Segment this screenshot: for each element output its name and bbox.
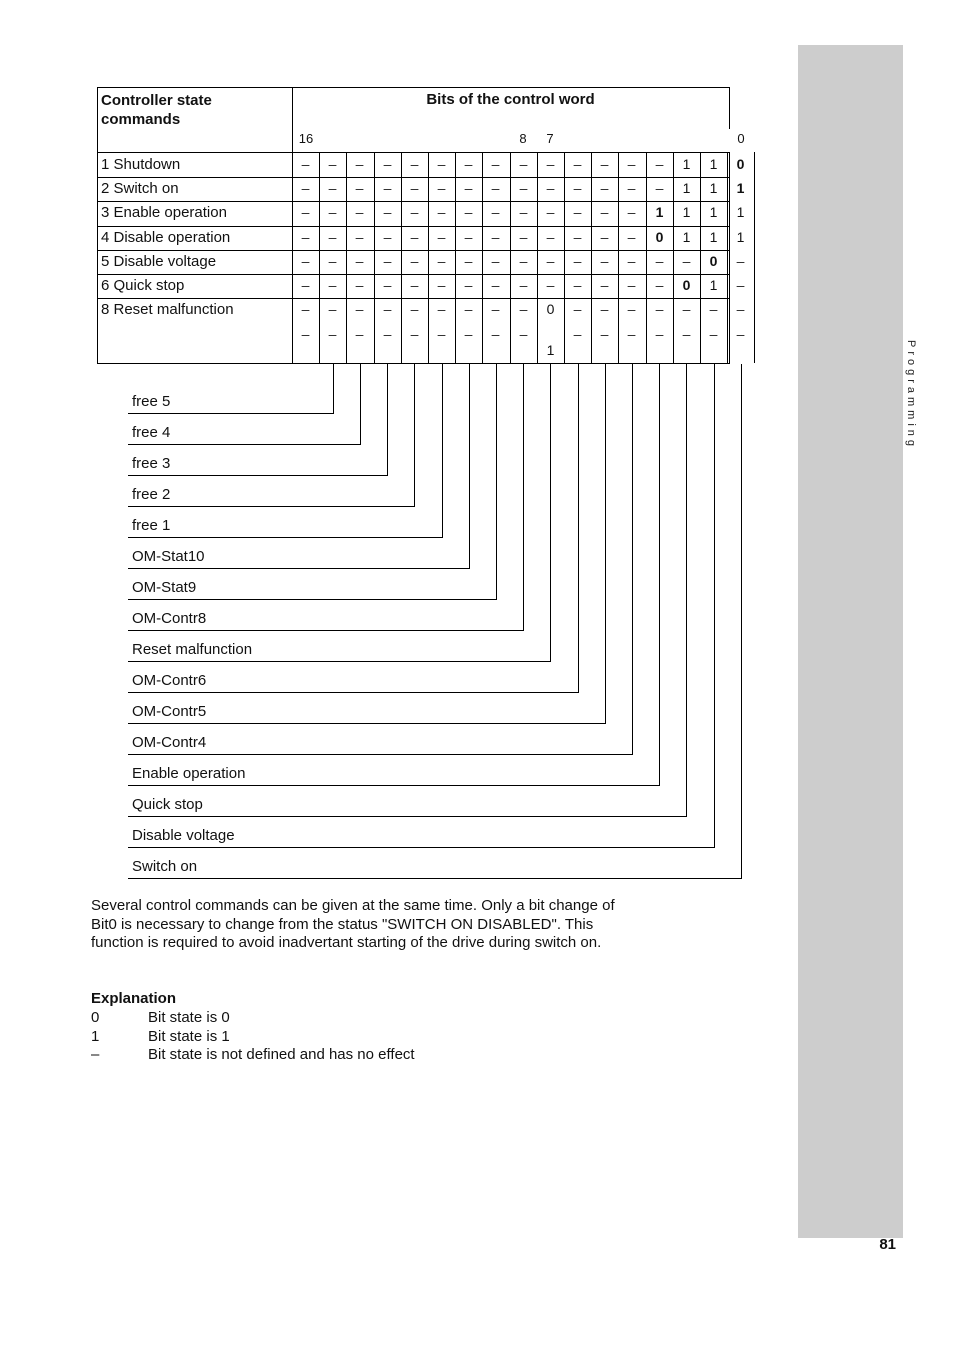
bit-label: OM-Stat9: [132, 579, 197, 596]
bit-cell: –: [600, 229, 609, 245]
row-command-label: 1 Shutdown: [101, 156, 181, 173]
bit-cell: –: [655, 277, 664, 293]
bit-cell: 1: [682, 204, 691, 220]
bit-cell: –: [464, 277, 473, 293]
bit-label: Switch on: [132, 858, 198, 875]
bit-leader-vertical: [442, 364, 443, 537]
bit-cell: 1: [736, 180, 745, 196]
bit-cell: –: [383, 301, 392, 317]
bit-cell: –: [355, 326, 364, 342]
bit-leader-vertical: [741, 364, 742, 878]
bit-cell: –: [573, 277, 582, 293]
bit-cell: 0: [682, 277, 691, 293]
bit-cell: –: [709, 326, 718, 342]
bit-leader-vertical: [578, 364, 579, 692]
header-controller-state-commands: Controller state commands: [101, 92, 212, 128]
bit-cell: –: [573, 204, 582, 220]
bit-cell: –: [600, 204, 609, 220]
bit-cell: –: [736, 301, 745, 317]
bit-leader-horizontal: [128, 816, 687, 817]
bit-leader-horizontal: [128, 630, 524, 631]
bit-cell: –: [627, 253, 636, 269]
bit-leader-vertical: [333, 364, 334, 413]
bit-leader-vertical: [550, 364, 551, 661]
bit-leader-vertical: [523, 364, 524, 630]
row-divider: [97, 250, 730, 251]
row-command-label: 2 Switch on: [101, 180, 179, 197]
bit-cell: –: [437, 229, 446, 245]
bit-cell: –: [600, 301, 609, 317]
bit-cell: –: [301, 253, 310, 269]
bit-cell: –: [355, 180, 364, 196]
bit-cell: –: [546, 204, 555, 220]
bit-cell: –: [301, 301, 310, 317]
table-border-left: [97, 87, 98, 363]
bit-cell: –: [355, 253, 364, 269]
bit-cell: –: [437, 156, 446, 172]
explanation-heading: Explanation: [91, 990, 177, 1007]
bit-cell: –: [437, 180, 446, 196]
bit-leader-vertical: [469, 364, 470, 568]
bit-label: free 3: [132, 455, 171, 472]
bit-index-label: 0: [737, 131, 745, 146]
bit-cell: –: [655, 253, 664, 269]
bit-cell: –: [655, 326, 664, 342]
bit-cell: –: [383, 156, 392, 172]
bit-label: Reset malfunction: [132, 641, 253, 658]
bit-index-label: 7: [546, 131, 554, 146]
header-bits-of-control-word: Bits of the control word: [426, 91, 595, 108]
section-side-label: Programming: [905, 340, 917, 451]
row-command-label: 5 Disable voltage: [101, 253, 217, 270]
row-command-label: 4 Disable operation: [101, 229, 231, 246]
bit-cell: –: [383, 180, 392, 196]
bit-cell: –: [546, 253, 555, 269]
bit-cell: –: [546, 229, 555, 245]
bit-cell: –: [519, 204, 528, 220]
bit-cell: –: [383, 253, 392, 269]
explanation-text: Bit state is not defined and has no effect: [148, 1046, 415, 1063]
bit-cell: –: [573, 229, 582, 245]
bit-cell: –: [573, 180, 582, 196]
bit-leader-vertical: [605, 364, 606, 723]
bit-cell: –: [491, 156, 500, 172]
bit-cell: –: [383, 204, 392, 220]
bit-leader-vertical: [496, 364, 497, 599]
bit-cell: –: [464, 301, 473, 317]
bit-cell: 1: [655, 204, 664, 220]
bit-cell: –: [328, 326, 337, 342]
bit-cell: –: [410, 253, 419, 269]
bit-cell: –: [736, 253, 745, 269]
bit-cell: –: [301, 326, 310, 342]
bit-cell: –: [600, 156, 609, 172]
bit-leader-horizontal: [128, 568, 470, 569]
bit-label: Quick stop: [132, 796, 203, 813]
bit-cell: –: [437, 253, 446, 269]
bit-cell: –: [491, 204, 500, 220]
label-column-divider: [292, 87, 293, 363]
bit-cell: –: [464, 204, 473, 220]
bit-cell: –: [627, 326, 636, 342]
bit-cell: –: [519, 253, 528, 269]
bit-column-divider: [754, 152, 755, 363]
bit-cell: –: [736, 326, 745, 342]
bit-cell: –: [655, 301, 664, 317]
bit-cell: –: [410, 229, 419, 245]
bit-label: free 2: [132, 486, 171, 503]
explanation-key: –: [91, 1046, 100, 1063]
bit-cell: –: [410, 277, 419, 293]
bit-index-label: 16: [298, 131, 314, 146]
bit-cell: 1: [682, 229, 691, 245]
bit-leader-horizontal: [128, 413, 334, 414]
bit-cell: –: [355, 156, 364, 172]
row-command-label: 3 Enable operation: [101, 204, 227, 221]
table-border-right: [729, 87, 730, 129]
bit-cell: –: [627, 277, 636, 293]
bit-cell: –: [519, 156, 528, 172]
bit-cell: –: [573, 326, 582, 342]
bit-cell: –: [355, 277, 364, 293]
bit-cell: –: [437, 277, 446, 293]
bit-cell: –: [328, 204, 337, 220]
bit-cell: –: [464, 229, 473, 245]
bit-leader-horizontal: [128, 847, 715, 848]
bit-cell: –: [491, 326, 500, 342]
bit-cell: –: [301, 277, 310, 293]
explanation-text: Bit state is 1: [148, 1027, 230, 1045]
bit-cell: 1: [682, 156, 691, 172]
bit-cell: –: [491, 253, 500, 269]
bit-cell: –: [655, 180, 664, 196]
bit-leader-horizontal: [128, 537, 443, 538]
bit-cell: –: [464, 326, 473, 342]
bit-cell: –: [682, 253, 691, 269]
bit-leader-vertical: [360, 364, 361, 444]
bit-leader-horizontal: [128, 723, 606, 724]
bit-cell: –: [519, 326, 528, 342]
bit-leader-horizontal: [128, 692, 579, 693]
bit-cell: 1: [736, 229, 745, 245]
row-divider: [97, 226, 730, 227]
bit-cell: –: [464, 156, 473, 172]
bit-leader-horizontal: [128, 599, 497, 600]
bit-label: free 4: [132, 424, 171, 441]
bit-cell: –: [410, 156, 419, 172]
bit-leader-vertical: [686, 364, 687, 816]
bit-cell: 1: [736, 204, 745, 220]
bit-cell: 0: [546, 301, 555, 317]
row-divider: [97, 298, 730, 299]
bit-cell: 1: [709, 180, 718, 196]
bit-cell: –: [355, 301, 364, 317]
bit-cell: –: [328, 301, 337, 317]
bit-cell: –: [328, 156, 337, 172]
bit-cell: –: [736, 277, 745, 293]
bit-label: OM-Contr5: [132, 703, 207, 720]
table-border-top: [97, 87, 730, 88]
bit-cell: –: [627, 204, 636, 220]
bit-leader-vertical: [714, 364, 715, 847]
bit-cell: –: [546, 277, 555, 293]
bit-leader-horizontal: [128, 506, 415, 507]
explanation-key: 1: [91, 1027, 100, 1045]
bit-cell: –: [627, 156, 636, 172]
bit-cell: –: [573, 301, 582, 317]
bit-leader-horizontal: [128, 878, 742, 879]
bit-leader-vertical: [414, 364, 415, 506]
bit-cell: 1: [709, 156, 718, 172]
bit-label: free 1: [132, 517, 171, 534]
bit-label: OM-Stat10: [132, 548, 205, 565]
row-command-label: 8 Reset malfunction: [101, 301, 234, 318]
bit-cell: –: [519, 277, 528, 293]
bit-label: OM-Contr8: [132, 610, 207, 627]
bit-cell: –: [328, 253, 337, 269]
bit-cell: –: [573, 253, 582, 269]
row-divider: [97, 274, 730, 275]
bit-cell: –: [519, 229, 528, 245]
bit-cell: 1: [546, 342, 555, 358]
bit-cell: –: [383, 229, 392, 245]
bit-label: OM-Contr6: [132, 672, 207, 689]
bit-cell: –: [383, 277, 392, 293]
row-command-label: 6 Quick stop: [101, 277, 185, 294]
bit-cell: –: [627, 301, 636, 317]
bit-cell: 1: [709, 277, 718, 293]
bit-cell: –: [709, 301, 718, 317]
bit-cell: –: [383, 326, 392, 342]
bit-leader-horizontal: [128, 444, 361, 445]
bit-cell: –: [627, 229, 636, 245]
bit-cell: –: [464, 253, 473, 269]
bit-index-label: 8: [519, 131, 527, 146]
bit-cell: –: [328, 277, 337, 293]
bit-cell: –: [682, 301, 691, 317]
bit-cell: –: [655, 156, 664, 172]
bit-leader-horizontal: [128, 754, 633, 755]
bit-cell: –: [546, 156, 555, 172]
bit-cell: 1: [682, 180, 691, 196]
bit-cell: 1: [709, 229, 718, 245]
bit-leader-vertical: [632, 364, 633, 754]
bit-label: OM-Contr4: [132, 734, 207, 751]
explanation-key: 0: [91, 1009, 100, 1026]
bit-cell: –: [355, 204, 364, 220]
side-tab-bar: [798, 45, 903, 1238]
bit-label: Disable voltage: [132, 827, 235, 844]
bit-cell: –: [301, 156, 310, 172]
table-header-separator: [97, 152, 730, 153]
bit-cell: –: [437, 326, 446, 342]
bit-cell: –: [301, 204, 310, 220]
row-divider: [97, 201, 730, 202]
bit-cell: –: [410, 180, 419, 196]
bit-cell: 0: [709, 253, 718, 269]
bit-cell: –: [627, 180, 636, 196]
bit-cell: –: [519, 301, 528, 317]
bit-cell: –: [491, 229, 500, 245]
bit-cell: –: [491, 180, 500, 196]
bit-cell: –: [410, 326, 419, 342]
bit-cell: –: [573, 156, 582, 172]
bit-leader-horizontal: [128, 785, 660, 786]
explanation-text: Bit state is 0: [148, 1009, 230, 1026]
bit-cell: –: [437, 204, 446, 220]
bit-cell: –: [328, 229, 337, 245]
bit-cell: –: [410, 301, 419, 317]
bit-cell: 0: [655, 229, 664, 245]
bit-cell: –: [301, 180, 310, 196]
bit-cell: –: [464, 180, 473, 196]
bit-cell: –: [328, 180, 337, 196]
bit-leader-horizontal: [128, 475, 388, 476]
bit-cell: –: [491, 277, 500, 293]
bit-label: free 5: [132, 393, 171, 410]
bit-cell: –: [600, 253, 609, 269]
bit-cell: –: [600, 326, 609, 342]
bit-cell: –: [546, 180, 555, 196]
bit-label: Enable operation: [132, 765, 246, 782]
body-paragraph: Several control commands can be given at the same time. Only a bit change of Bit0 is necessary to change from the status "SWITCH ON DISABLED". This function is required to avoid inadvertant starting of the drive during switch on.: [91, 897, 615, 951]
bit-cell: –: [682, 326, 691, 342]
bit-cell: –: [519, 180, 528, 196]
bit-leader-horizontal: [128, 661, 551, 662]
bit-cell: –: [437, 301, 446, 317]
bit-cell: –: [600, 180, 609, 196]
bit-cell: –: [410, 204, 419, 220]
row-divider: [97, 177, 730, 178]
bit-cell: 0: [736, 156, 745, 172]
bit-cell: 1: [709, 204, 718, 220]
bit-cell: –: [600, 277, 609, 293]
bit-leader-vertical: [659, 364, 660, 785]
bit-cell: –: [355, 229, 364, 245]
bit-leader-vertical: [387, 364, 388, 475]
bit-cell: –: [301, 229, 310, 245]
bit-cell: –: [491, 301, 500, 317]
page-number: 81: [879, 1236, 896, 1253]
